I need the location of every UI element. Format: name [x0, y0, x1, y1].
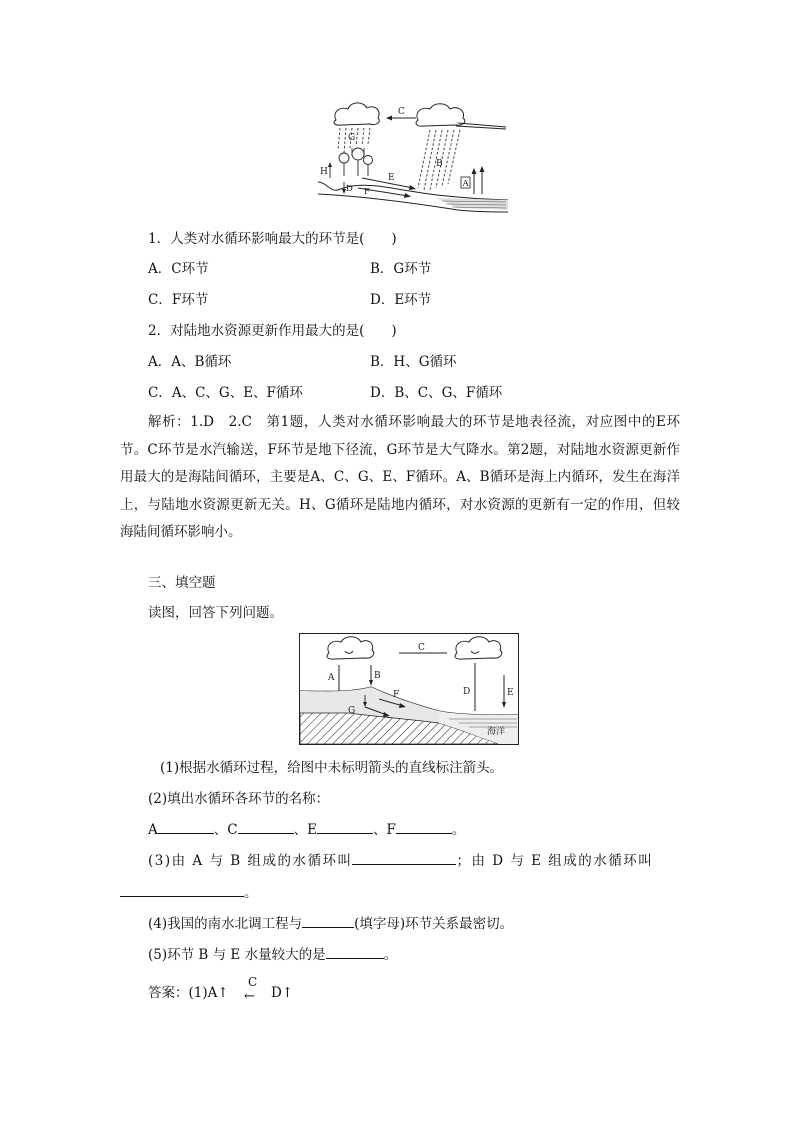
fig2-label-f: F [393, 690, 400, 700]
label-c: C [398, 107, 405, 117]
fig2-label-g: G [348, 706, 356, 716]
q1-option-b[interactable]: B．G环节 [370, 261, 432, 277]
fill-q2-end: 。 [451, 822, 466, 838]
fill-q3-part1: (3)由 A 与 B 组成的水循环叫 [148, 853, 353, 869]
fill-q5-end: 。 [383, 947, 398, 963]
water-cycle-figure-1 [318, 98, 508, 214]
fill-q5 [148, 945, 397, 965]
water-cycle-figure-2 [299, 633, 519, 745]
fill-q5-part1: (5)环节 B 与 E 水量较大的是 [148, 947, 326, 963]
fill-q3-line2 [120, 883, 258, 903]
label-a: A [462, 179, 469, 189]
answer-c-arrow: ← [244, 989, 255, 1004]
q2-stem: 2．对陆地水资源更新作用最大的是( ) [148, 323, 397, 339]
label-f: F [364, 187, 370, 197]
fill-q2: (2)填出水循环各环节的名称： [148, 791, 330, 807]
blank-a[interactable] [158, 821, 214, 834]
label-h: H [320, 167, 328, 177]
fill-q4-part1: (4)我国的南水北调工程与 [148, 916, 303, 932]
label-g: G [348, 133, 356, 143]
q1-option-c[interactable]: C．F环节 [148, 292, 209, 308]
blank-f[interactable] [396, 821, 452, 834]
q2-option-a[interactable]: A．A、B循环 [148, 354, 232, 370]
q1-stem: 1．人类对水循环影响最大的环节是( ) [148, 231, 397, 247]
left-cloud [334, 103, 379, 125]
blank-e[interactable] [317, 821, 373, 834]
fill-q2-label-e: 、E [293, 822, 317, 838]
label-d: D [346, 184, 353, 194]
fig2-label-a: A [328, 673, 335, 683]
fill-q2-answers [148, 820, 465, 840]
blank-q4[interactable] [302, 915, 354, 928]
fill-q2-label-a: A [148, 822, 158, 838]
blank-q5[interactable] [326, 946, 384, 959]
section-prompt: 读图，回答下列问题。 [148, 605, 283, 621]
fill-q4-part2: (填字母)环节关系最密切。 [354, 916, 514, 932]
fig2-label-b: B [374, 671, 381, 681]
right-cloud [416, 104, 506, 129]
fig2-label-c: C [418, 643, 425, 653]
analysis-paragraph: 解析：1.D 2.C 第1题，人类对水循环影响最大的环节是地表径流，对应图中的E环节。C环节是水汽输送，F环节是地下径流，G环节是大气降水。第2题，对陆地水资源更新作用最大的是海陆间循环，主要是A、C、G、E、F循环。A、B循环是海上内循环，发生在海洋上，与陆地水资源更新无关。H、G循环是陆地内循环，对水资源的更新有一定的作用，但较海陆间循环影响小。 [120, 414, 680, 540]
q2-option-c[interactable]: C．A、C、G、E、F循环 [148, 385, 303, 401]
blank-c[interactable] [238, 821, 294, 834]
q1-option-d[interactable]: D．E环节 [370, 292, 432, 308]
fill-q2-label-f: 、F [372, 822, 396, 838]
answer-d-part: D↑ [271, 985, 294, 1001]
fill-q1: (1)根据水循环过程，给图中未标明箭头的直线标注箭头。 [160, 760, 504, 776]
fig2-label-d: D [463, 687, 471, 697]
blank-q3-second[interactable] [120, 884, 244, 897]
blank-q3-first[interactable] [352, 852, 456, 865]
fig2-label-e: E [507, 688, 514, 698]
fig2-label-ocean: 海洋 [487, 727, 506, 737]
fill-q3-part2: ；由 D 与 E 组成的水循环叫 [456, 853, 654, 869]
answer-part1: (1)A↑ [188, 985, 229, 1001]
fill-q4 [148, 914, 513, 934]
q1-option-a[interactable]: A．C环节 [148, 261, 209, 277]
fill-q3-end: 。 [244, 885, 258, 901]
section-heading: 三、填空题 [148, 575, 216, 591]
q2-option-b[interactable]: B．H、G循环 [370, 354, 457, 370]
label-e: E [388, 173, 395, 183]
answer-c-label: C [248, 975, 258, 989]
answer-prefix: 答案： [148, 985, 189, 1001]
fill-q3 [148, 851, 653, 871]
answer-label [148, 983, 229, 1003]
fill-q2-label-c: 、C [213, 822, 238, 838]
q2-option-d[interactable]: D．B、C、G、F循环 [370, 385, 503, 401]
label-b: B [436, 159, 443, 169]
